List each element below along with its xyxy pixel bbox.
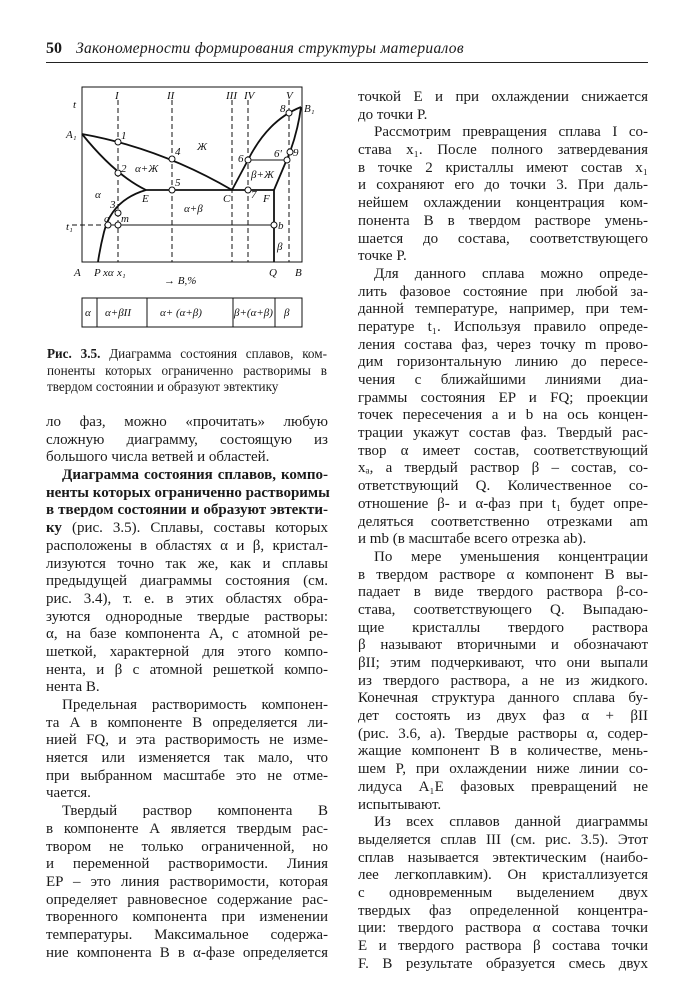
text-line	[46, 839, 328, 857]
text-segment: пературе t₁. Используя правило опреде-	[358, 318, 648, 335]
text-segment: лидуса A₁E фазовых превращений не	[358, 778, 648, 795]
text-segment: граммы состояния EP и FQ; проекции	[358, 389, 648, 406]
text-segment: точке P.	[358, 248, 407, 265]
text-line	[358, 761, 648, 779]
text-line	[358, 567, 648, 585]
region-liquid: Ж	[197, 141, 208, 153]
point-5: 5	[175, 177, 181, 189]
text-line	[46, 697, 328, 715]
text-line	[358, 867, 648, 885]
text-line	[46, 892, 328, 910]
text-line	[358, 602, 648, 620]
text-segment: EP – это линия растворимости, которая	[46, 873, 328, 890]
text-segment: твердых фаз определенной концентра-	[358, 902, 648, 919]
text-line	[358, 956, 648, 974]
text-segment: лить фазовое состояние при любой за-	[358, 283, 648, 300]
text-segment: сплав называется эвтектическим (наибо-	[358, 849, 648, 866]
text-line	[358, 584, 648, 602]
text-segment: шеткой, характерной для этого компо-	[46, 643, 328, 660]
label-t1: t₁	[66, 221, 73, 233]
text-segment: дим горизонтальную линию до пересе-	[358, 354, 648, 371]
text-line	[46, 449, 328, 467]
text-segment: в твердом состоянии и образуют эвтекти-	[46, 502, 328, 519]
left-column-text	[46, 414, 328, 962]
text-segment: чения с ближайшими линиями диа-	[358, 372, 648, 388]
text-line	[46, 679, 328, 697]
text-line	[358, 425, 648, 443]
alloy-label-2: II	[167, 90, 175, 102]
region-alpha-liquid: α+Ж	[135, 163, 159, 175]
text-line	[358, 443, 648, 461]
text-line	[46, 538, 328, 556]
alloy-label-4: IV	[244, 90, 255, 102]
x-label-B: B	[295, 267, 302, 279]
text-line	[358, 319, 648, 337]
text-segment: творенного компонента при изменении	[46, 909, 328, 926]
x-label-x1: x₁	[117, 267, 126, 279]
text-line	[358, 248, 648, 266]
text-line	[46, 556, 328, 574]
phase-lines	[82, 107, 301, 262]
text-segment: трации укажут состав фаз. Твердый рас-	[358, 425, 648, 442]
text-segment: става x₁. После полного затвердевания	[358, 142, 648, 159]
point-a: a	[104, 213, 110, 225]
text-segment: Предельная растворимость компонен-	[62, 697, 328, 713]
point-7: 7	[251, 189, 257, 201]
text-line	[46, 715, 328, 733]
text-segment: нента, и β с атомной решеткой компо-	[46, 661, 328, 678]
text-line	[358, 89, 648, 107]
structure-cell: α+βII	[105, 307, 132, 319]
text-segment: ние компонента B в α-фазе определяется	[46, 944, 328, 961]
alloy-label-3: III	[226, 90, 237, 102]
point-4: 4	[175, 146, 181, 158]
text-line	[358, 266, 648, 284]
axis-t-label: t	[73, 99, 77, 111]
text-line	[46, 821, 328, 839]
text-segment: определяет равновесное содержание рас-	[46, 891, 328, 908]
text-line	[358, 637, 648, 655]
x-label-P: P	[94, 267, 101, 279]
text-segment: точек пересечения a и b на ось концен-	[358, 407, 648, 424]
text-segment: зуются однородные твердые растворы:	[46, 608, 328, 625]
text-segment: понента В в твердом растворе умень-	[358, 212, 648, 229]
text-segment: (рис. 3.6, a). Твердые растворы α, содер-	[358, 725, 648, 742]
text-segment: Диаграмма состояния сплавов, компо-	[62, 467, 328, 484]
text-line	[358, 284, 648, 302]
text-segment: при выбранном масштабе это не отме-	[46, 767, 328, 784]
point-6: 6	[238, 153, 244, 165]
text-segment: ления состава фаз, через точку m прово-	[358, 336, 648, 353]
text-line	[358, 460, 648, 478]
text-segment: шается до состава, соответствующего	[358, 230, 648, 247]
text-line	[358, 195, 648, 213]
text-line	[46, 573, 328, 591]
text-line	[358, 160, 648, 178]
text-segment: та А в компоненте В определяется ли-	[46, 714, 328, 731]
text-segment: испытывают.	[358, 796, 442, 813]
text-segment: большого числа ветвей и областей.	[46, 449, 270, 466]
text-line	[46, 467, 328, 485]
text-segment: α, на базе компонента А, с атомной ре-	[46, 626, 328, 643]
text-segment: жащие компонент В в количестве, мень-	[358, 743, 648, 760]
text-segment: расположены в областях α и β, кристал-	[46, 537, 328, 554]
text-line	[46, 803, 328, 821]
text-line	[358, 390, 648, 408]
alloy-label-1: I	[115, 90, 119, 102]
text-segment: Для данного сплава можно опреде-	[374, 265, 648, 282]
text-segment: (рис. 3.5). Сплавы, составы которых	[61, 520, 328, 537]
text-line	[358, 726, 648, 744]
text-line	[46, 909, 328, 927]
text-segment: и сохраняют его до точки 3. При даль-	[358, 177, 648, 194]
point-b: b	[278, 220, 284, 232]
text-segment: ции: твердого раствора α состава точки	[358, 920, 648, 937]
x-label-A: A	[74, 267, 81, 279]
text-line	[358, 531, 648, 549]
x-label-Q: Q	[269, 267, 277, 279]
text-line	[358, 301, 648, 319]
text-line	[358, 478, 648, 496]
page-number: 50	[46, 40, 62, 57]
point-2: 2	[121, 163, 127, 175]
region-alpha-beta: α+β	[184, 203, 203, 215]
alloy-lines	[72, 100, 289, 262]
text-line	[46, 768, 328, 786]
text-line	[358, 213, 648, 231]
x-axis-label: → B,%	[164, 275, 197, 287]
text-segment: дет состоять из двух фаз α + βII	[358, 708, 648, 725]
text-line	[358, 832, 648, 850]
point-9: 9	[293, 147, 299, 159]
caption-line: поненты которых ограниченно растворимы в	[47, 362, 327, 378]
text-line	[358, 797, 648, 815]
point-F: F	[263, 193, 270, 205]
text-line	[46, 662, 328, 680]
figure-caption	[47, 346, 327, 396]
text-segment: xₐ, а твердый раствор β – состав, со-	[358, 460, 648, 477]
text-segment: рис. 3.4), т. е. в этих областях обра-	[46, 590, 328, 607]
text-segment: выделяется сплав III (см. рис. 3.5). Этот	[358, 831, 648, 848]
text-segment: ненты которых ограниченно растворимы	[46, 484, 330, 501]
text-line	[358, 407, 648, 425]
text-segment: данной температуре, например, при тем-	[358, 301, 648, 318]
text-line	[358, 655, 648, 673]
text-line	[358, 124, 648, 142]
text-line	[46, 644, 328, 662]
text-line	[46, 750, 328, 768]
caption-line: твердом состоянии и образуют эвтектику	[47, 379, 279, 394]
text-segment: ло фаз, можно «прочитать» любую	[46, 414, 328, 430]
text-segment: нией FQ, и эта растворимость не изме-	[46, 732, 328, 749]
text-segment: няется или изменяется так мало, что	[46, 750, 328, 767]
text-segment: в точке 2 кристаллы имеют состав x₁	[358, 159, 648, 176]
text-segment: Рассмотрим превращения сплава I со-	[374, 124, 648, 141]
text-segment: βII; этим подчеркивают, что они выпали	[358, 655, 648, 671]
text-line	[358, 107, 648, 125]
text-segment: F. В результате образуется смесь двух	[358, 955, 648, 972]
text-line	[358, 708, 648, 726]
structure-cell: α+ (α+β)	[160, 307, 202, 319]
text-segment: нейшем охлаждении концентрация ком-	[358, 195, 648, 212]
text-segment: По мере уменьшения концентрации	[374, 548, 648, 565]
text-line	[358, 673, 648, 691]
text-segment: шем P, при охлаждении ниже линии со-	[358, 761, 648, 778]
text-segment: Твердый раствор компонента В	[62, 803, 328, 820]
text-segment: щие кристаллы твердого раствора	[358, 619, 648, 636]
text-line	[358, 354, 648, 372]
alloy-label-5: V	[286, 90, 293, 102]
text-line	[358, 920, 648, 938]
text-line	[358, 690, 648, 708]
text-line	[46, 609, 328, 627]
region-alpha: α	[95, 189, 101, 201]
text-line	[46, 414, 328, 432]
point-m: m	[121, 213, 129, 225]
text-line	[46, 520, 328, 538]
text-segment: β называют вторичными и обозначают	[358, 637, 648, 654]
text-segment: и mb (в масштабе всего отрезка ab).	[358, 531, 587, 548]
text-segment: ку	[46, 520, 62, 537]
text-segment: става, соответствующего Q. Выпадаю-	[358, 601, 648, 618]
text-line	[358, 372, 648, 390]
point-6-prime: 6′	[274, 148, 282, 160]
region-beta-liquid: β+Ж	[251, 169, 274, 181]
text-segment: твором не только ограниченной, но	[46, 838, 328, 855]
point-C: C	[223, 193, 231, 205]
structure-cell: α	[85, 307, 91, 319]
label-B1: B₁	[304, 103, 315, 115]
liquidus-left	[82, 134, 232, 190]
point-8: 8	[280, 103, 286, 115]
label-A1: A₁	[66, 129, 77, 141]
text-line	[358, 938, 648, 956]
text-segment: сложную диаграмму, состоящую из	[46, 431, 328, 448]
text-line	[46, 785, 328, 803]
text-segment: ответствующий Q. Количественное со-	[358, 478, 648, 495]
text-line	[358, 620, 648, 638]
point-3: 3	[110, 199, 116, 211]
text-line	[358, 177, 648, 195]
text-line	[358, 231, 648, 249]
text-segment: лизуются точно так же, как и сплавы	[46, 555, 328, 572]
text-line	[358, 549, 648, 567]
text-segment: Конечная структура данного сплава бу-	[358, 690, 648, 707]
text-segment: лее легкоплавким). Он кристаллизуется	[358, 867, 648, 884]
text-segment: отношение β- и α-фаз при t₁ будет опре-	[358, 495, 648, 512]
text-line	[46, 591, 328, 609]
text-segment: и переменной растворимости. Линия	[46, 856, 328, 873]
caption-label: Рис. 3.5.	[47, 346, 101, 361]
text-segment: деляться соответственно отрезками am	[358, 513, 648, 530]
text-line	[46, 856, 328, 874]
text-line	[46, 485, 328, 503]
text-segment: чается.	[46, 785, 91, 802]
text-line	[46, 874, 328, 892]
text-line	[358, 779, 648, 797]
x-label-xa: xα	[103, 267, 114, 279]
text-segment: в компоненте А является твердым рас-	[46, 820, 328, 837]
text-line	[358, 903, 648, 921]
text-segment: E и твердого раствора β состава точки	[358, 938, 648, 954]
text-line	[358, 337, 648, 355]
text-line	[358, 743, 648, 761]
text-line	[358, 142, 648, 160]
caption-line: Диаграмма состояния сплавов, ком-	[109, 346, 328, 361]
text-segment: точкой E и при охлаждении снижается	[358, 89, 648, 105]
text-segment: температуры. Максимальное содержа-	[46, 926, 328, 943]
text-line	[358, 814, 648, 832]
text-line	[46, 945, 328, 963]
text-line	[46, 626, 328, 644]
region-beta: β	[277, 241, 283, 253]
text-line	[46, 502, 328, 520]
text-segment: нента В.	[46, 679, 100, 696]
text-line	[358, 496, 648, 514]
structure-cell: β+(α+β)	[234, 307, 273, 319]
text-line	[358, 850, 648, 868]
structure-cell: β	[284, 307, 290, 319]
solidus-left	[82, 134, 146, 190]
point-E: E	[142, 193, 149, 205]
right-column-text	[358, 89, 648, 973]
text-line	[46, 732, 328, 750]
text-segment: до точки P.	[358, 106, 428, 123]
text-segment: Из всех сплавов данной диаграммы	[374, 814, 648, 831]
text-line	[358, 514, 648, 532]
text-segment: с одновременным выделением двух	[358, 884, 648, 901]
text-line	[46, 432, 328, 450]
point-1: 1	[121, 130, 127, 142]
running-title: Закономерности формирования структуры материалов	[76, 40, 464, 57]
text-segment: падает в виде твердого раствора β-со-	[358, 584, 648, 601]
text-segment: из твердого раствора, а не из жидкого.	[358, 672, 648, 689]
text-segment: твор α имеет состав, соответствующий	[358, 442, 648, 459]
text-segment: в твердом растворе α компонент В вы-	[358, 566, 648, 583]
text-line	[358, 885, 648, 903]
text-segment: предыдущей диаграммы состояния (см.	[46, 573, 328, 590]
text-line	[46, 927, 328, 945]
